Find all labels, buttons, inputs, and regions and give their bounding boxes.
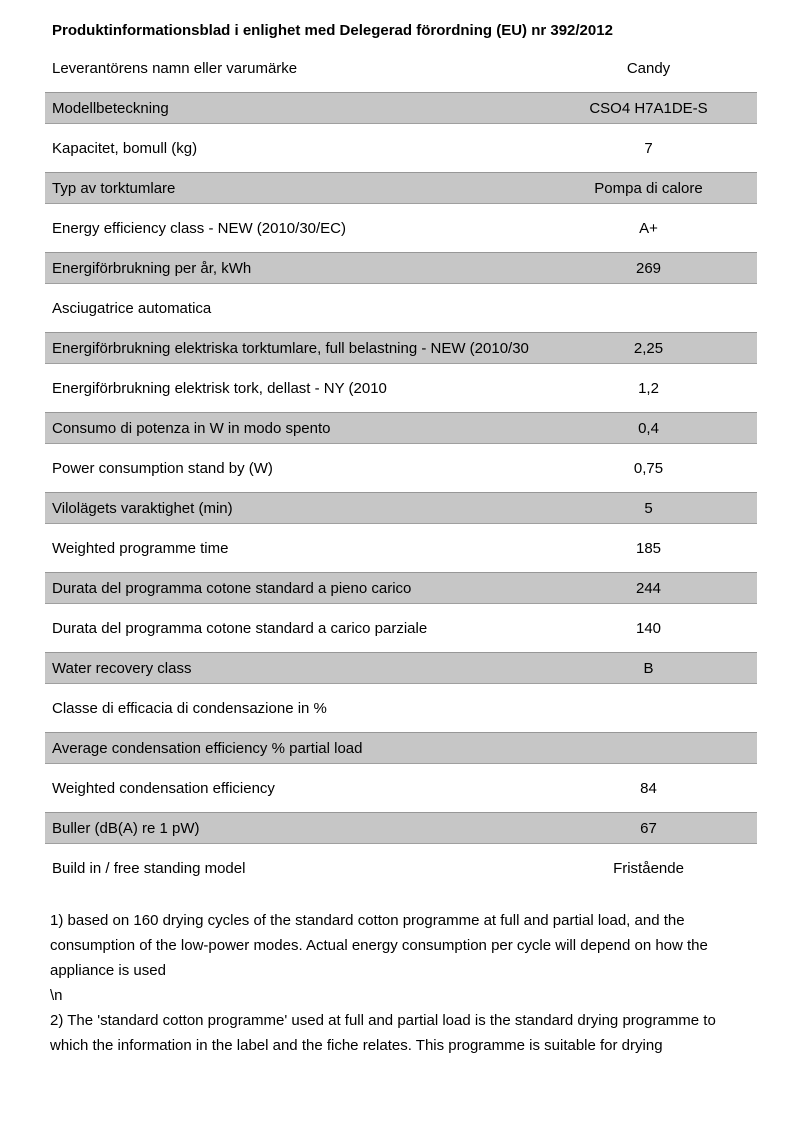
table-row — [45, 252, 757, 284]
table-row — [45, 812, 757, 844]
row-label: Energiförbrukning per år, kWh — [52, 259, 252, 277]
row-value: 269 — [635, 259, 662, 277]
table-row — [45, 612, 757, 644]
footnote-line: \n — [50, 987, 63, 1004]
table-row — [45, 372, 757, 404]
row-value — [540, 704, 757, 712]
row-value: Fristående — [613, 859, 684, 877]
row-label: Weighted condensation efficiency — [52, 779, 275, 797]
row-value — [540, 304, 757, 312]
footnotes — [45, 908, 757, 1058]
row-value: 0,75 — [633, 459, 664, 477]
footnote-line: which the information in the label and the fiche relates. This programme is suitable for drying — [50, 1037, 663, 1054]
row-label: Power consumption stand by (W) — [52, 459, 273, 477]
row-label: Vilolägets varaktighet (min) — [52, 499, 233, 517]
row-label: Consumo di potenza in W in modo spento — [52, 419, 331, 437]
row-value: Candy — [626, 59, 671, 77]
table-row — [45, 332, 757, 364]
row-value: 84 — [640, 779, 657, 797]
table-row — [45, 852, 757, 884]
row-label: Leverantörens namn eller varumärke — [52, 59, 298, 77]
row-value: Pompa di calore — [594, 179, 703, 197]
row-label: Modellbeteckning — [52, 99, 169, 117]
row-label: Durata del programma cotone standard a carico parziale — [52, 619, 428, 637]
table-row — [45, 572, 757, 604]
table-row — [45, 172, 757, 204]
table-row — [45, 772, 757, 804]
spec-table — [45, 52, 757, 884]
row-label: Kapacitet, bomull (kg) — [52, 139, 198, 157]
row-label: Water recovery class — [52, 659, 192, 677]
row-value — [540, 744, 757, 752]
row-label: Asciugatrice automatica — [52, 299, 212, 317]
row-value: CSO4 H7A1DE-S — [589, 99, 708, 117]
row-label: Build in / free standing model — [52, 859, 246, 877]
table-row — [45, 212, 757, 244]
table-row — [45, 132, 757, 164]
row-label: Durata del programma cotone standard a pieno carico — [52, 579, 412, 597]
row-value: 244 — [635, 579, 662, 597]
row-value: A+ — [639, 219, 658, 237]
row-value: 2,25 — [633, 339, 664, 357]
table-row — [45, 92, 757, 124]
table-row — [45, 652, 757, 684]
row-label: Energy efficiency class - NEW (2010/30/EC) — [52, 219, 347, 237]
row-value: 1,2 — [638, 379, 659, 397]
table-row — [45, 452, 757, 484]
table-row — [45, 692, 757, 724]
table-row — [45, 732, 757, 764]
row-value: B — [643, 659, 654, 677]
table-row — [45, 52, 757, 84]
row-value: 0,4 — [638, 419, 659, 437]
page-title: Produktinformationsblad i enlighet med Delegerad förordning (EU) nr 392/2012 — [52, 22, 613, 39]
table-row — [45, 492, 757, 524]
row-value: 140 — [635, 619, 662, 637]
row-value: 67 — [640, 819, 657, 837]
footnote-line: 2) The 'standard cotton programme' used at full and partial load is the standard drying programme to — [50, 1012, 716, 1029]
table-row — [45, 292, 757, 324]
row-label: Classe di efficacia di condensazione in % — [52, 699, 327, 717]
row-label: Energiförbrukning elektriska torktumlare, full belastning - NEW (2010/30 — [52, 339, 529, 357]
row-label: Weighted programme time — [52, 539, 229, 557]
table-row — [45, 532, 757, 564]
row-value: 5 — [644, 499, 653, 517]
table-row — [45, 412, 757, 444]
row-value: 7 — [644, 139, 653, 157]
footnote-line: 1) based on 160 drying cycles of the standard cotton programme at full and partial load, and the consumption of the low-power modes. Actual energy consumption per cycle will depend on how the appliance is used — [50, 912, 708, 979]
row-label: Buller (dB(A) re 1 pW) — [52, 819, 200, 837]
row-label: Typ av torktumlare — [52, 179, 176, 197]
row-label: Energiförbrukning elektrisk tork, dellast - NY (2010 — [52, 379, 387, 397]
row-value: 185 — [635, 539, 662, 557]
row-label: Average condensation efficiency % partial load — [52, 739, 363, 757]
